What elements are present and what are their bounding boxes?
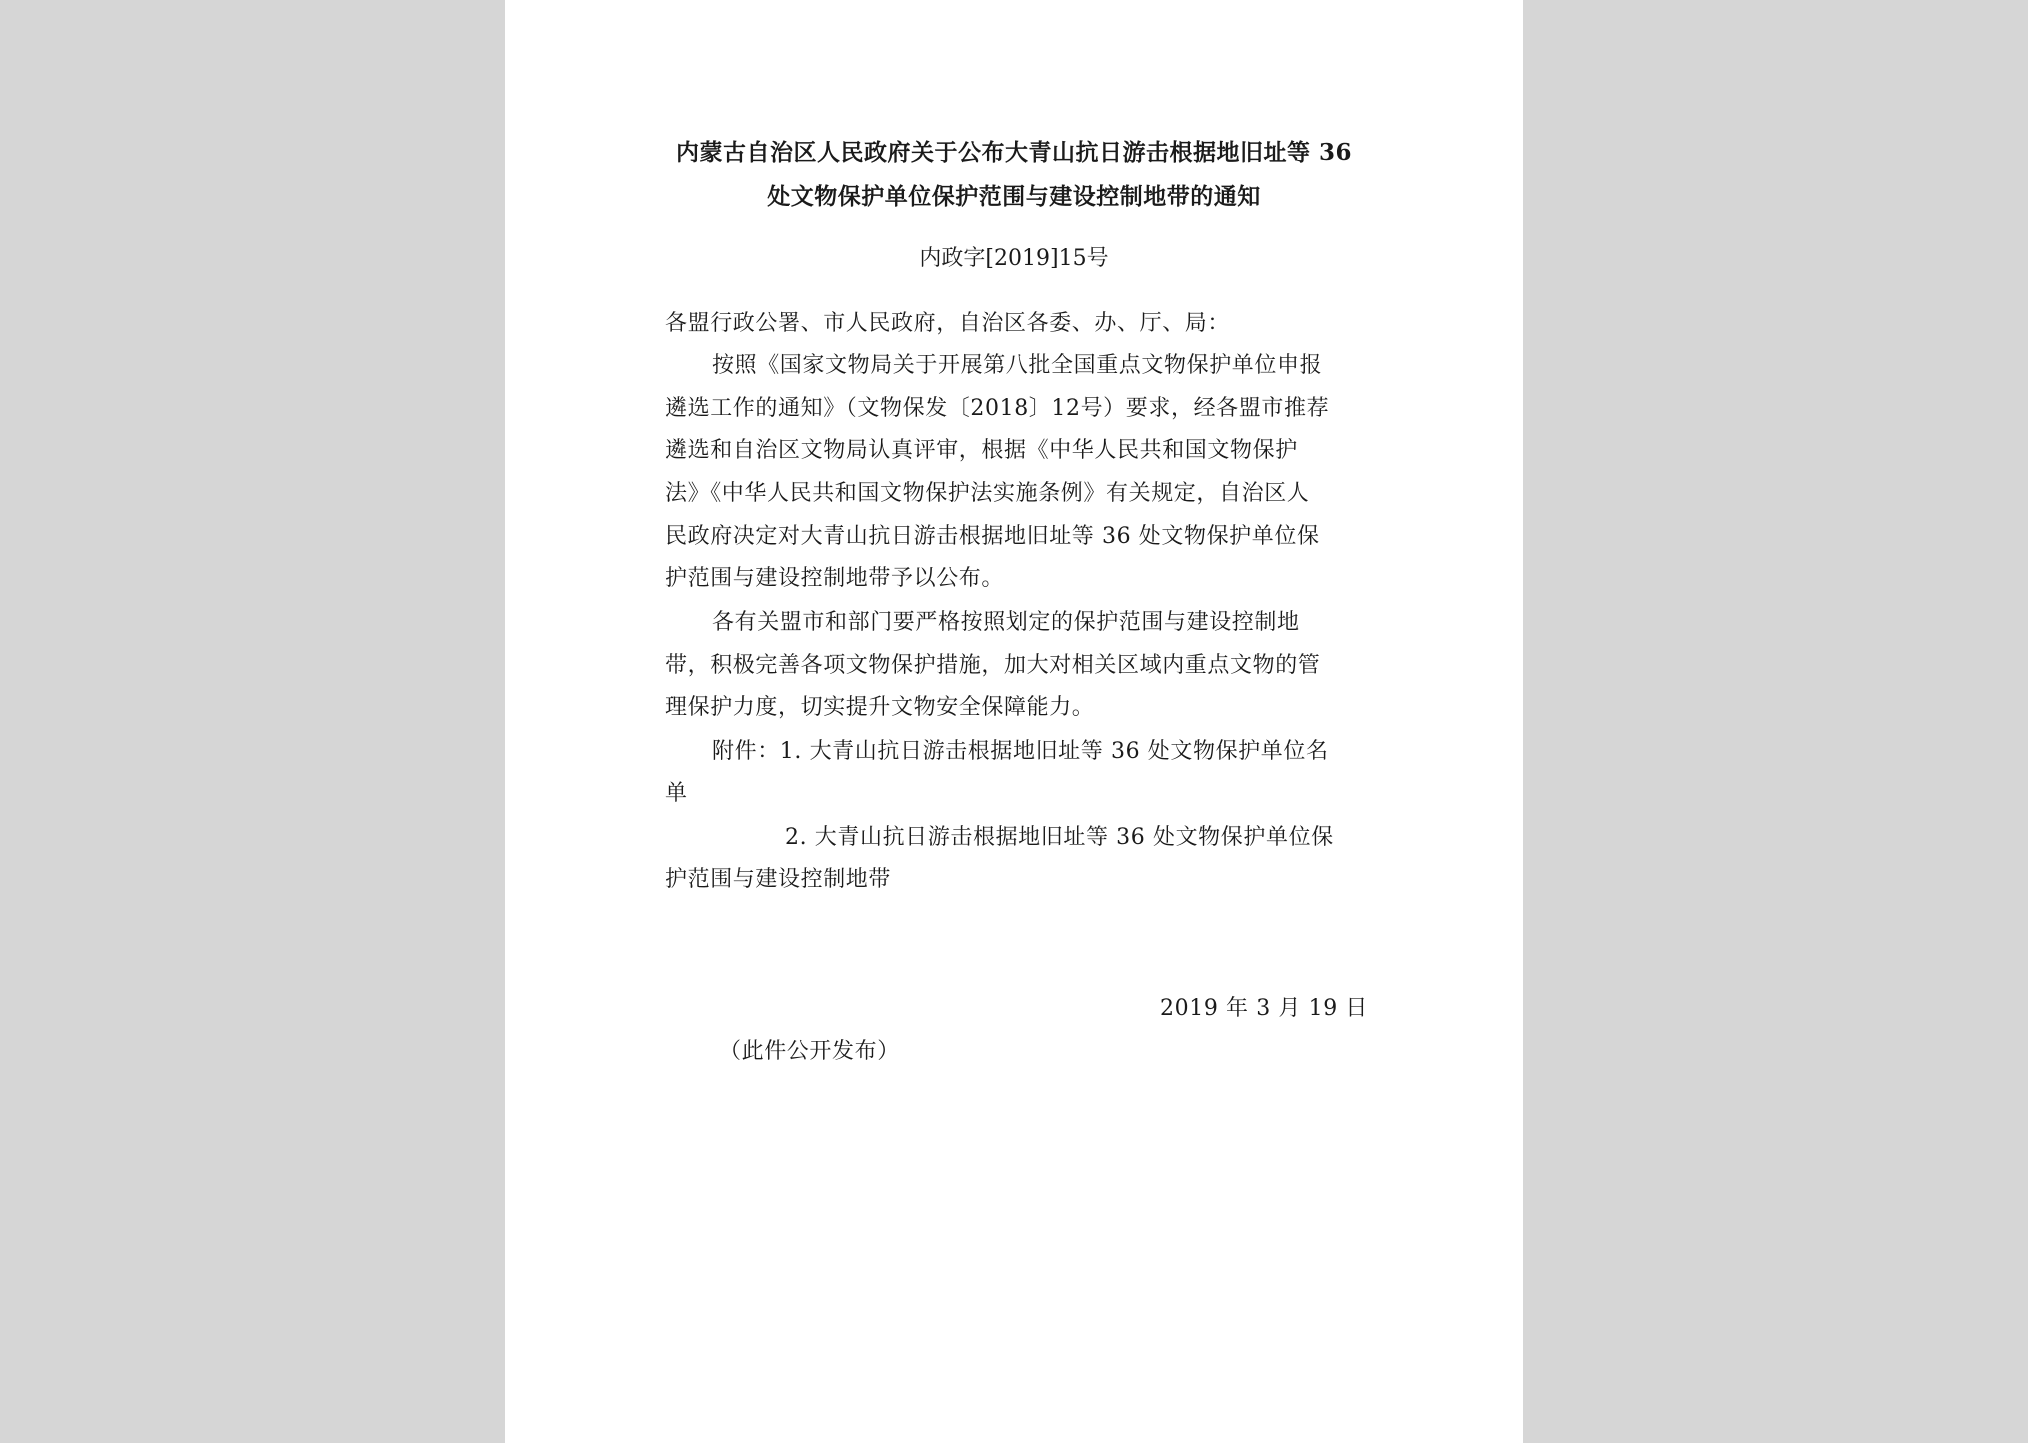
attachment-line-2: 单 — [665, 781, 688, 806]
paragraph-2-line-2: 带，积极完善各项文物保护措施，加大对相关区域内重点文物的管 — [665, 653, 1321, 678]
attachment-line-3: 2. 大青山抗日游击根据地旧址等 36 处文物保护单位保 — [785, 825, 1334, 850]
paragraph-1-line-1: 按照《国家文物局关于开展第八批全国重点文物保护单位申报 — [712, 353, 1323, 378]
document-page — [505, 0, 1523, 1443]
document-number: 内政字[2019]15号 — [919, 246, 1109, 271]
attachment-line-4: 护范围与建设控制地带 — [665, 867, 892, 892]
release-note: （此件公开发布） — [719, 1039, 900, 1064]
addressee: 各盟行政公署、市人民政府，自治区各委、办、厅、局： — [665, 311, 1231, 336]
paragraph-2-line-1: 各有关盟市和部门要严格按照划定的保护范围与建设控制地 — [712, 610, 1300, 635]
document-date: 2019 年 3 月 19 日 — [1160, 996, 1368, 1021]
document-title-line-2: 处文物保护单位保护范围与建设控制地带的通知 — [767, 183, 1261, 210]
paragraph-1-line-5: 民政府决定对大青山抗日游击根据地旧址等 36 处文物保护单位保 — [665, 524, 1320, 549]
paragraph-2-line-3: 理保护力度，切实提升文物安全保障能力。 — [665, 695, 1095, 720]
document-title-line-1: 内蒙古自治区人民政府关于公布大青山抗日游击根据地旧址等 36 — [675, 139, 1352, 166]
paragraph-1-line-2: 遴选工作的通知》（文物保发〔2018〕12号）要求，经各盟市推荐 — [665, 396, 1330, 421]
paragraph-1-line-6: 护范围与建设控制地带予以公布。 — [665, 566, 1005, 591]
attachment-line-1: 附件：1. 大青山抗日游击根据地旧址等 36 处文物保护单位名 — [712, 739, 1329, 764]
paragraph-1-line-4: 法》《中华人民共和国文物保护法实施条例》有关规定，自治区人 — [665, 481, 1310, 506]
paragraph-1-line-3: 遴选和自治区文物局认真评审，根据《中华人民共和国文物保护 — [665, 438, 1298, 463]
